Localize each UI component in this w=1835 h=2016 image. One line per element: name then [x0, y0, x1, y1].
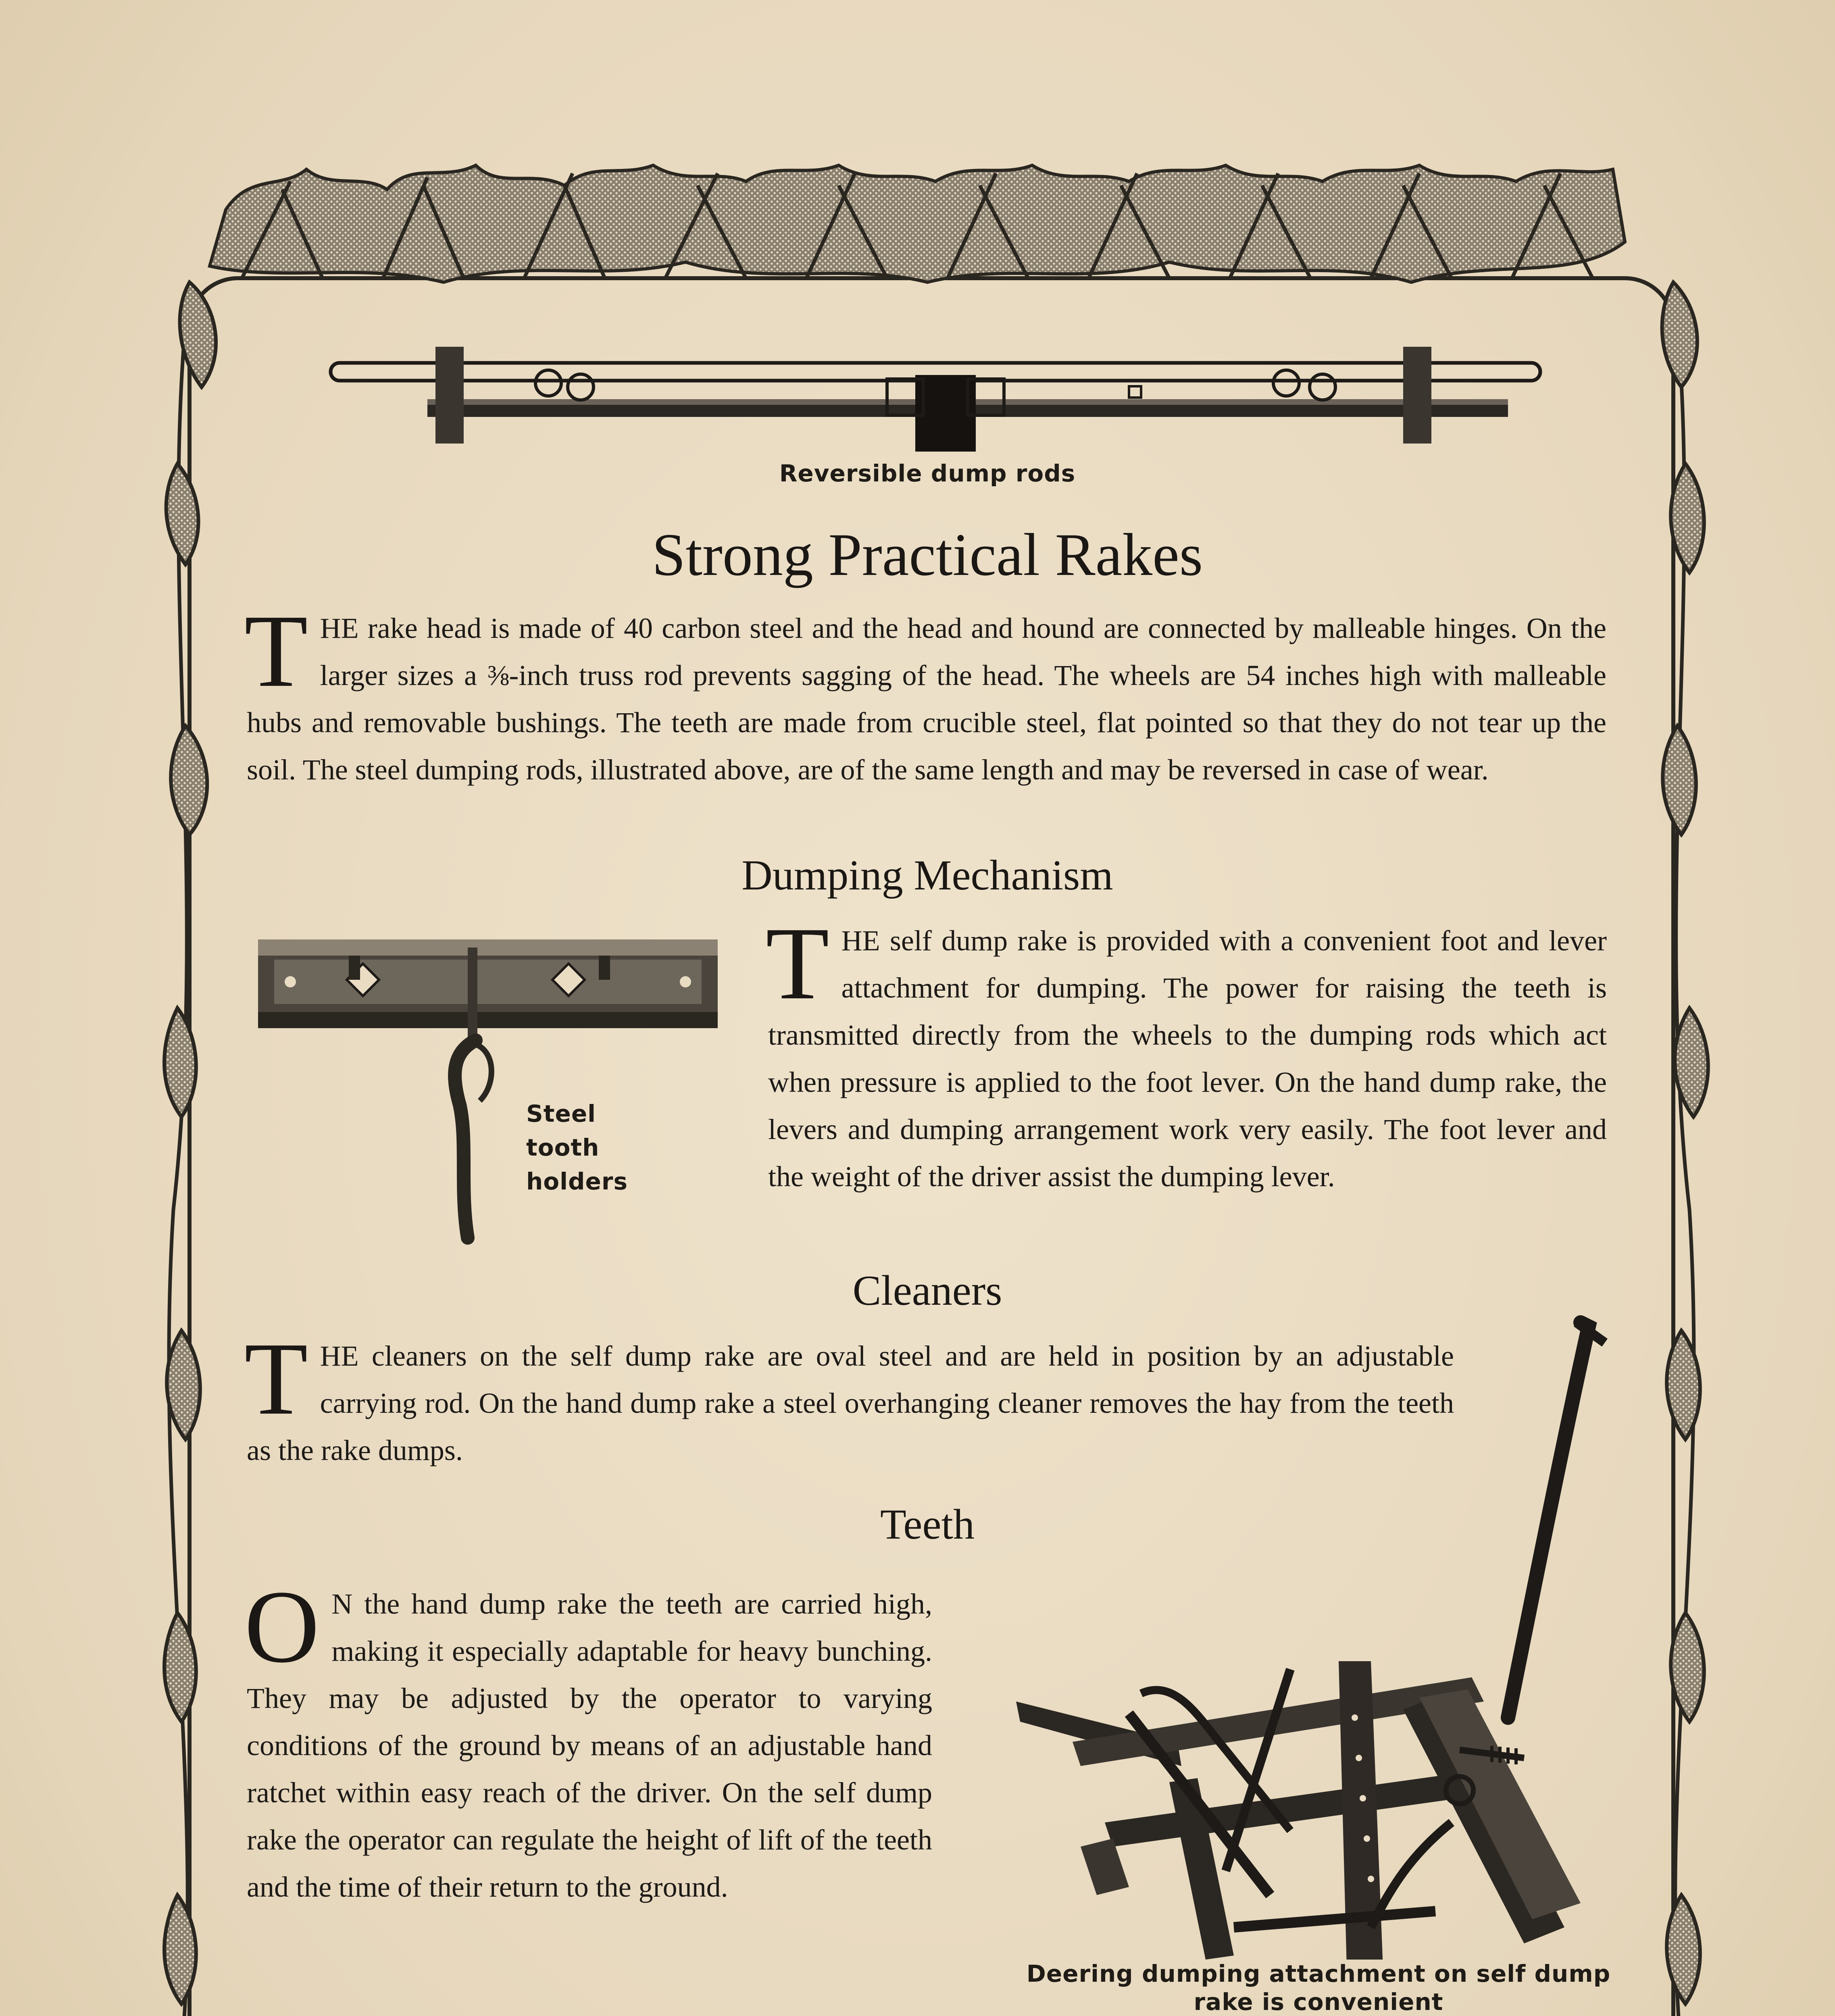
- dump-rods-caption: Reversible dump rods: [779, 460, 1076, 487]
- dumping-text: self dump rake is provided with a convenient foot and lever attachment for dumping. The power for raising the teeth is transmitted directly from the wheels to the dumping rods which act when pressure is applied to the foot lever. On the hand dump rake, the levers and dumping arrangement work very easily. The foot lever and the weight of the driver assist the dumping lever.: [768, 925, 1607, 1193]
- tooth-holders-caption-line: holders: [526, 1168, 628, 1195]
- dump-rods-illustration: [323, 339, 1548, 452]
- teeth-text: the hand dump rake the teeth are carried high, making it especially adaptable for heavy bunching. They may be adjusted by the operator to varying conditions of the ground by means of an adjustable hand ratchet within easy reach of the driver. On the self dump rake the operator can regulate the height of lift of the teeth and the time of their return to the ground.: [247, 1588, 933, 1903]
- top-wheat-band: [210, 165, 1625, 282]
- intro-drop-cap: T: [244, 593, 308, 708]
- intro-lead-word: HE: [320, 612, 359, 644]
- dumping-attachment-illustration: [1008, 1314, 1637, 1960]
- cleaners-drop-cap: T: [244, 1321, 308, 1436]
- teeth-heading: Teeth: [880, 1501, 975, 1548]
- teeth-paragraph: [244, 1569, 933, 1911]
- tooth-holders-illustration: [250, 931, 726, 1246]
- dumping-drop-cap: T: [766, 906, 829, 1021]
- cleaners-lead-word: HE: [320, 1340, 359, 1372]
- tooth-holders-caption: [526, 1097, 628, 1198]
- dumping-paragraph: [766, 906, 1607, 1200]
- intro-paragraph: [244, 593, 1606, 793]
- teeth-drop-cap: O: [244, 1569, 320, 1684]
- dumping-attachment-caption-line: Deering dumping attachment on self dump: [1026, 1960, 1611, 1987]
- teeth-lead-word: N: [331, 1588, 353, 1620]
- tooth-holders-caption-line: Steel: [526, 1100, 596, 1127]
- dumping-heading: Dumping Mechanism: [741, 852, 1113, 899]
- tooth-holders-caption-line: tooth: [526, 1134, 600, 1161]
- intro-text: rake head is made of 40 carbon steel and the head and hound are connected by malleable hinges. On the larger sizes a ⅜-inch truss rod prevents sagging of the head. The wheels are 54 inches high with malleable hubs and removable bushings. The teeth are made from crucible steel, flat pointed so that they do not tear up the soil. The steel dumping rods, illustrated above, are of the same length and may be reversed in case of wear.: [247, 612, 1606, 786]
- dumping-attachment-caption-line: rake is convenient: [1193, 1988, 1443, 2016]
- cleaners-text: cleaners on the self dump rake are oval steel and are held in position by an adjustable carrying rod. On the hand dump rake a steel overhanging cleaner removes the hay from the teeth as the rake dumps.: [247, 1340, 1454, 1466]
- dumping-lead-word: HE: [841, 925, 880, 957]
- cleaners-heading: Cleaners: [852, 1267, 1002, 1314]
- dumping-attachment-caption: [1024, 1960, 1613, 2016]
- right-wheat-stalks: [1662, 282, 1708, 2016]
- page-title: Strong Practical Rakes: [652, 521, 1203, 588]
